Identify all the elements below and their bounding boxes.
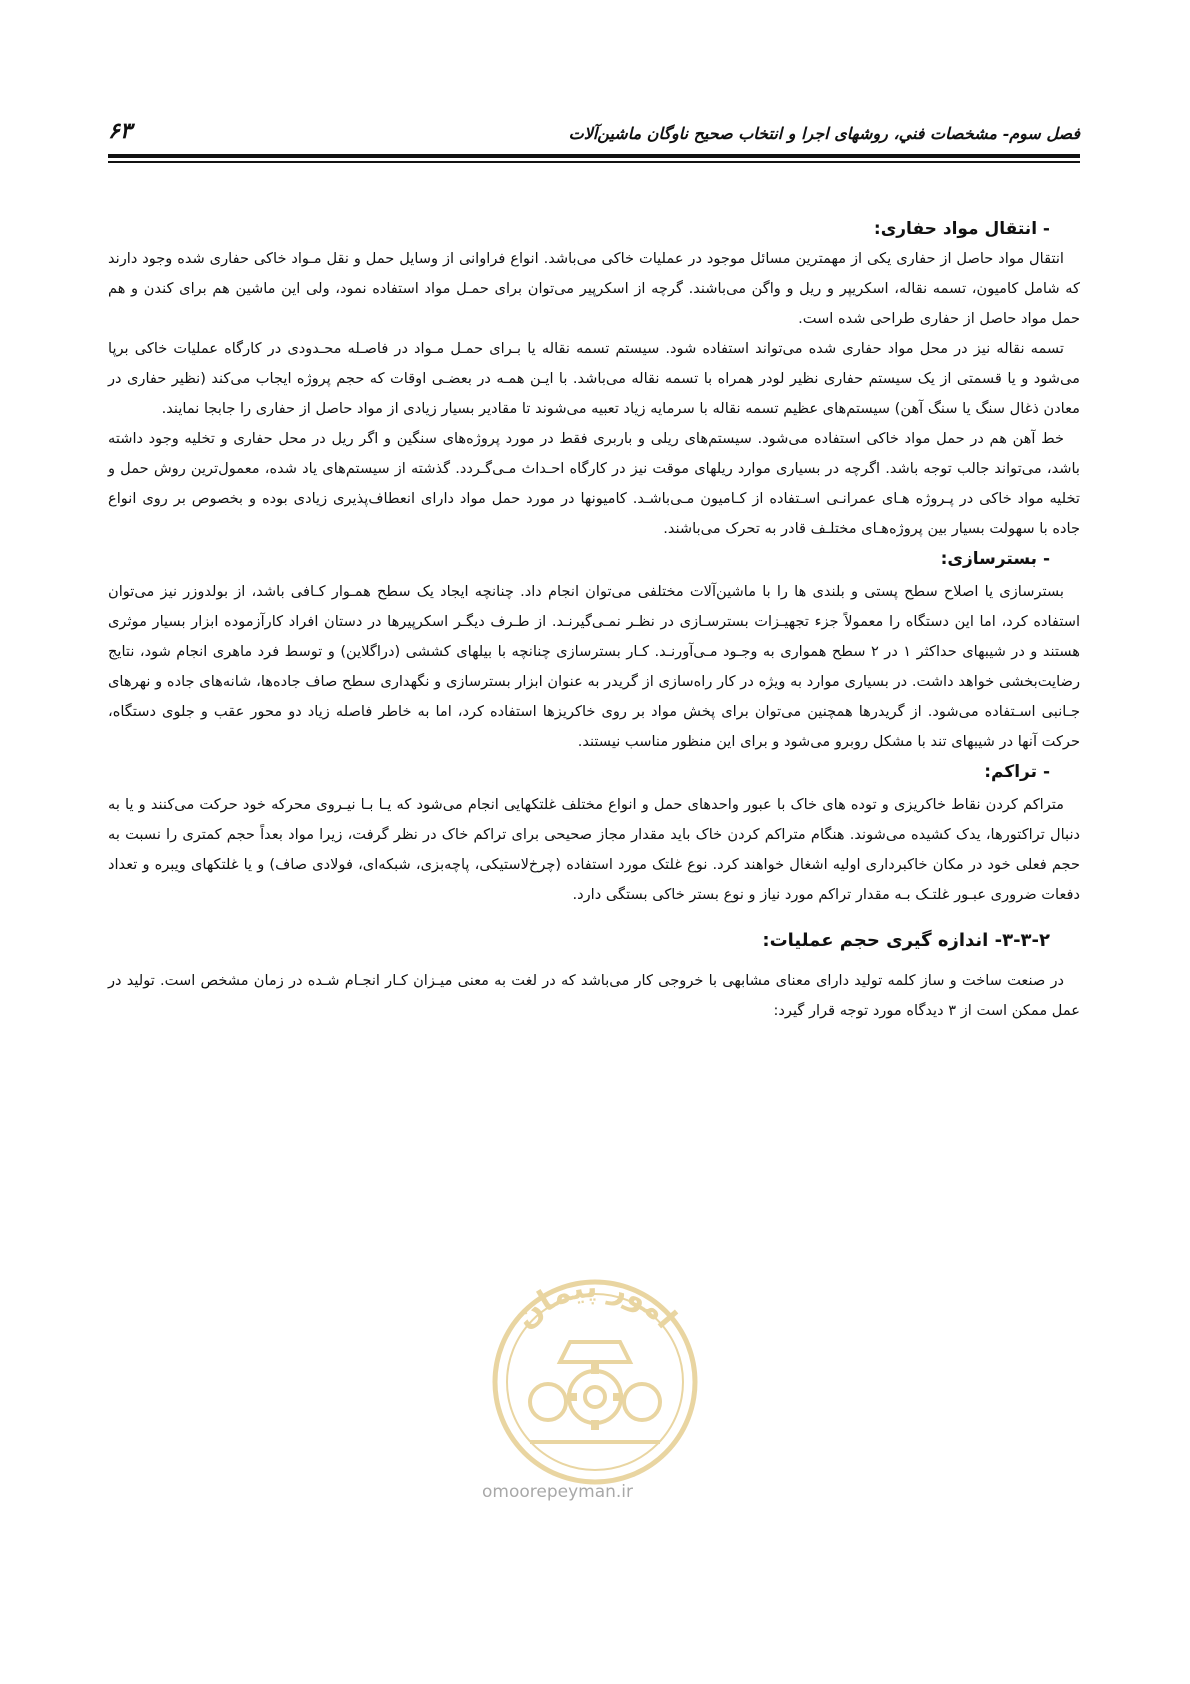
svg-text:امور پیمان: امور پیمان — [507, 1269, 684, 1336]
section-heading-transport: - انتقال مواد حفاری: — [873, 219, 1050, 239]
paragraph: خط آهن هم در حمل مواد خاکی استفاده می‌شود. سیستم‌های ریلی و باربری فقط در مورد پروژه‌های سنگین و اگر ریل در محل حفاری و تخلیه وجود داشته باشد، می‌تواند جالب توجه باشد. اگرچه در بسیاری موارد ریلهای موقت نیز در کارگاه احـداث مـی‌گـردد. گذشته از سیستم‌های یاد شده، معمول‌ترین روش حمل و تخلیه مواد خاکی در پـروژه هـای عمرانـی اسـتفاده از کـامیون مـی‌باشـد. کامیونها در مورد حمل مواد دارای انعطاف‌پذیری زیادی بوده و بخصوص بر روی انواع جاده با سهولت بسیار بین پروژه‌هـای مختلـف قادر به تحرک می‌باشند. — [108, 430, 1080, 537]
paragraph: تسمه نقاله نیز در محل مواد حفاری شده می‌تواند استفاده شود. سیستم تسمه نقاله یا بـرای حمـل مـواد در فاصـله محـدودی در کارگاه عملیات خاکی برپا می‌شود و یا قسمتی از یک سیستم حفاری نظیر لودر همراه با تسمه نقاله می‌باشد. با ایـن همـه در بعضـی اوقات که حجم پروژه ایجاب می‌کند (نظیر حفاری در معادن ذغال سنگ یا سنگ آهن) سیستم‌های عظیم تسمه نقاله با سرمایه زیاد تعبیه می‌شوند تا مقادیر بسیار زیادی از مواد حاصل از حفاری را جابجا نمایند. — [108, 340, 1080, 417]
paragraph: در صنعت ساخت و ساز کلمه تولید دارای معنای مشابهی با خروجی کار می‌باشد که در لغت به معنی میـزان کـار انجـام شـده در زمان مشخص است. تولید در عمل ممکن است از ۳ دیدگاه مورد توجه قرار گیرد: — [108, 972, 1080, 1019]
header-rule-thin — [108, 161, 1080, 163]
paragraph: انتقال مواد حاصل از حفاری یکی از مهمترین مسائل موجود در عملیات خاکی می‌باشد. انواع فراوانی از وسایل حمل و نقل مـواد خاکی حفاری شده وجود دارند که شامل کامیون، تسمه نقاله، اسکریپر و ریل و واگن می‌باشند. گرچه از اسکرپیر می‌توان برای حمـل مواد استفاده نمود، ولی این ماشین هم برای کندن و هم حمل مواد حاصل از حفاری طراحی شده است. — [108, 250, 1080, 327]
paragraph: بسترسازی یا اصلاح سطح پستی و بلندی ها را با ماشین‌آلات مختلفی می‌توان انجام داد. چنانچه ایجاد یک سطح همـوار کـافی باشد، از بولدوزر نیز می‌توان استفاده کرد، اما این دستگاه را معمولاً جزء تجهیـزات بسترسـازی در نظـر نمـی‌گیرنـد. از طـرف دیگـر اسکرپیرها در دستان افراد کارآزموده ابزار بسیار موثری هستند و در شیبهای حداکثر ۱ در ۲ سطح همواری به وجـود مـی‌آورنـد. کـار بسترسازی چنانچه با بیلهای کششی (دراگلاین) و توسط فرد ماهری انجام شود، نتایج رضایت‌بخشی خواهد داشت. در بسیاری موارد به ویژه در کار راه‌سازی از گریدر به عنوان ابزار بسترسازی و نگهداری سطح صاف جاده‌ها، شانه‌های جاده و نهرهای جـانبی اسـتفاده می‌شود. از گریدرها همچنین می‌توان برای پخش مواد بر روی خاکریزها استفاده کرد، اما به خاطر فاصله زیاد دو محور عقب و جلوی دستگاه، حرکت آنها در شیبهای تند با مشکل روبرو می‌شود و برای این منظور مناسب نیستند. — [108, 583, 1081, 750]
chapter-title: فصل سوم- مشخصات فني، روشهای اجرا و انتخاب صحیح ناوگان ماشين‌آلات — [568, 124, 1080, 143]
watermark-site: omoorepeyman.ir — [482, 1482, 634, 1502]
section-heading-compaction: - تراکم: — [984, 762, 1050, 782]
page-header — [108, 118, 1080, 152]
page-number: ۶۳ — [108, 118, 132, 144]
body-text — [108, 219, 1081, 1026]
section-heading-volume-measurement: ۳-۳-۲- اندازه گیری حجم عملیات: — [762, 930, 1050, 951]
header-rule — [108, 154, 1080, 158]
paragraph: متراکم کردن نقاط خاکریزی و توده های خاک با عبور واحدهای حمل و انواع مختلف غلتکهایی انجام می‌شود که یـا بـا نیـروی محرکه خود حرکت می‌کنند و یا به دنبال تراکتورها، یدک کشیده می‌شوند. هنگام متراکم کردن خاک باید مقدار مجاز صحیحی برای تراکم خاک در نظر گرفت، زیرا مواد بعداً حجم کمتری را نسبت به حجم فعلی خود در مکان خاکبرداری اولیه اشغال خواهند کرد. نوع غلتک مورد استفاده (چرخ‌لاستیکی، پاچه‌بزی، شبکه‌ای، فولادی صاف) و یا غلتکهای ویبره و تعداد دفعات ضروری عبـور غلتـک بـه مقدار تراکم مورد نیاز و نوع بستر خاکی بستگی دارد. — [108, 796, 1080, 903]
section-heading-grading: - بسترسازی: — [940, 549, 1050, 569]
